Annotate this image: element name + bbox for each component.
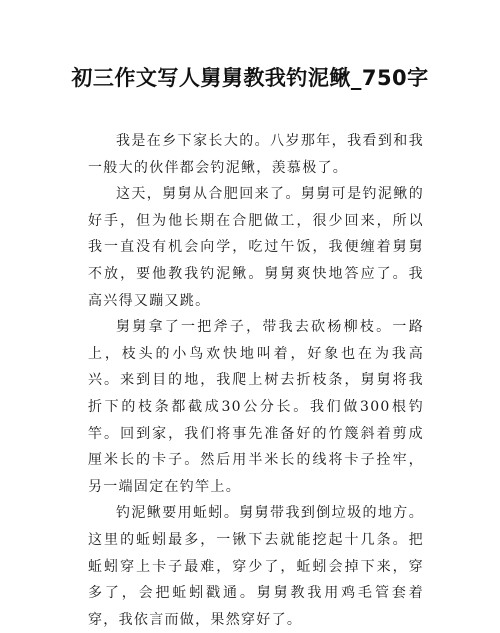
paragraph: 我是在乡下家长大的。八岁那年，我看到和我一般大的伙伴都会钓泥鳅，羡慕极了。: [88, 133, 424, 176]
document-body: [88, 128, 424, 633]
paragraph: 这天，舅舅从合肥回来了。舅舅可是钓泥鳅的好手，但为他长期在合肥做工，很少回来，所以我一直没有机会向学，吃过午饭，我便缠着舅舅不放，要他教我钓泥鳅。舅舅爽快地答应了。我高兴得又蹦又跳。: [88, 186, 424, 309]
document-title: 初三作文写人舅舅教我钓泥鳅_750字: [71, 66, 429, 90]
paragraph: 钓泥鳅要用蚯蚓。舅舅带我到倒垃圾的地方。这里的蚯蚓最多，一锹下去就能挖起十几条。把蚯蚓穿上卡子最难，穿少了，蚯蚓会掉下来，穿多了，会把蚯蚓戳通。舅舅教我用鸡毛管套着穿，我依言而做，果然穿好了。: [88, 505, 424, 628]
paragraph: 舅舅拿了一把斧子，带我去砍杨柳枝。一路上，枝头的小鸟欢快地叫着，好象也在为我高兴。来到目的地，我爬上树去折枝条，舅舅将我折下的枝条都截成30公分长。我们做300根钓竿。回到家，我们将事先准备好的竹篾斜着剪成厘米长的卡子。然后用半米长的线将卡子拴牢，另一端固定在钓竿上。: [88, 319, 424, 495]
